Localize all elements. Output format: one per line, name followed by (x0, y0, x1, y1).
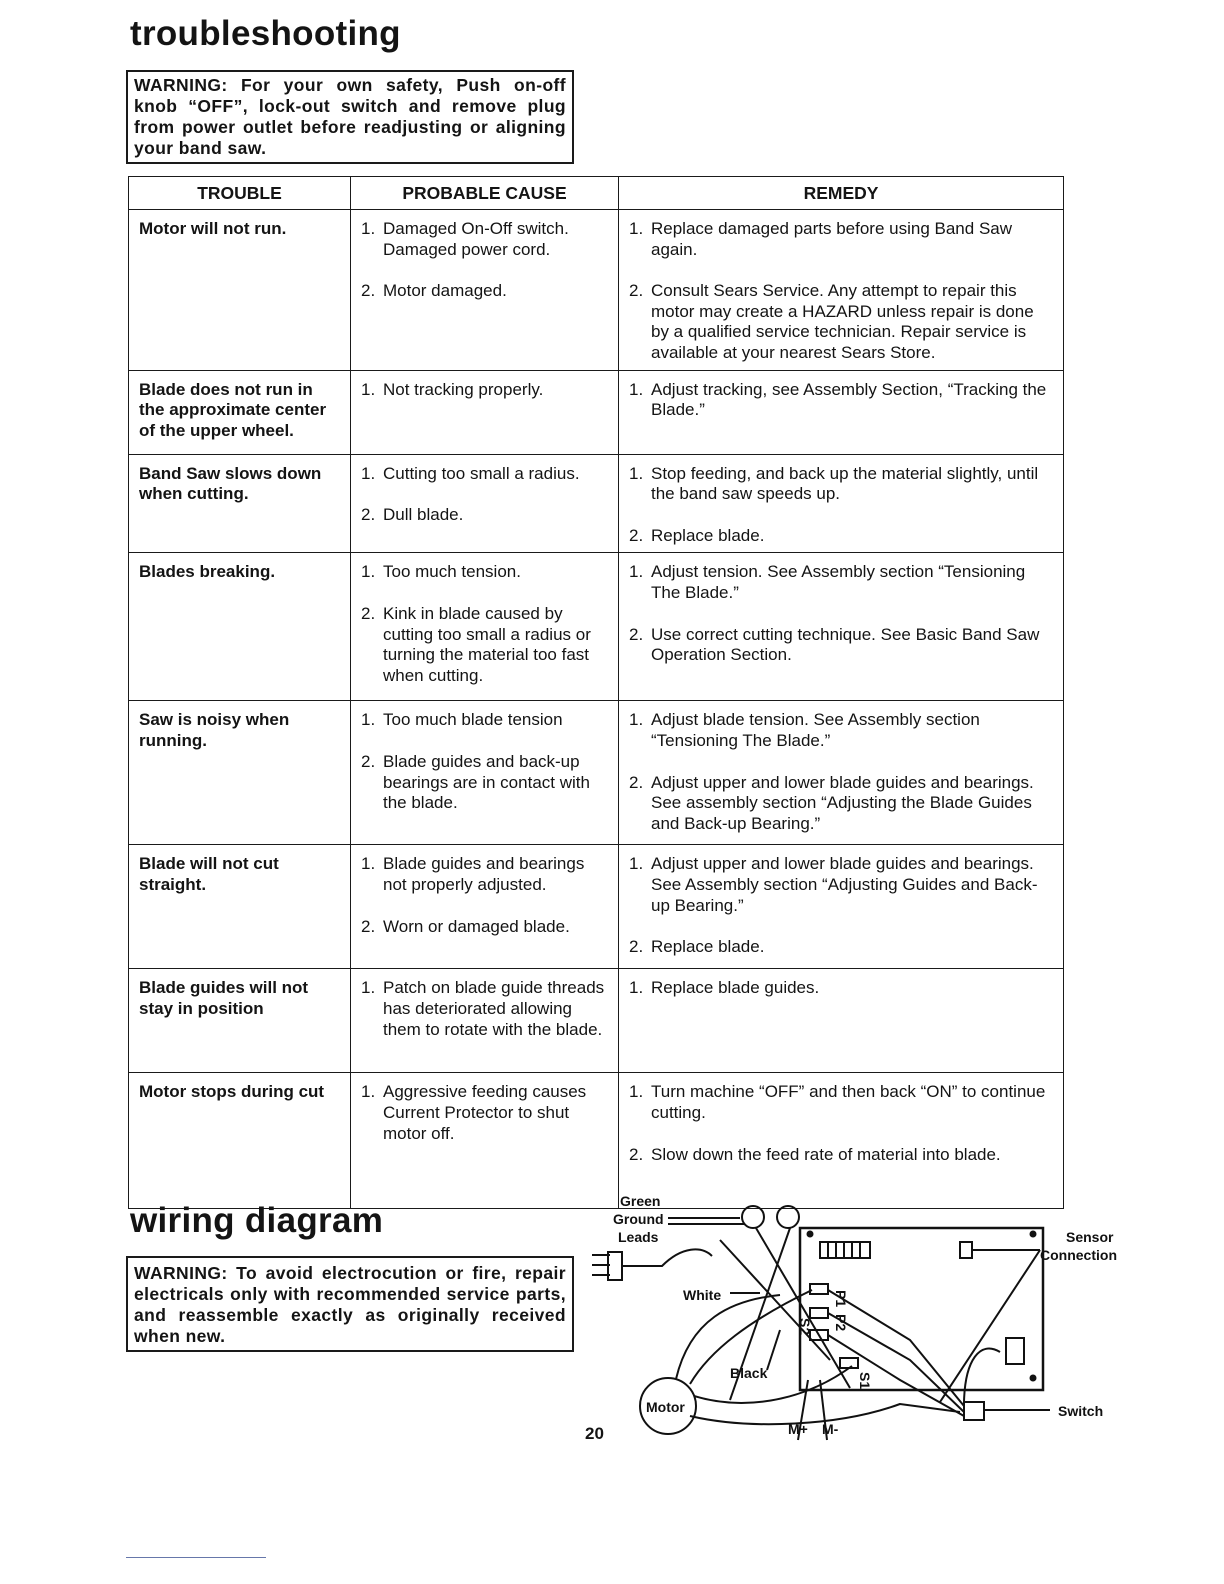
trouble-cell: Motor stops during cut (129, 1073, 351, 1209)
item-number: 1. (361, 710, 376, 730)
item-spacer (629, 505, 1055, 526)
item-text: Patch on blade guide threads has deteriorated allowing them to rotate with the blade. (383, 978, 605, 1039)
item-text: Damaged On-Off switch. Damaged power cord. (383, 219, 569, 259)
item-text: Too much tension. (383, 562, 521, 582)
table-row (129, 210, 1064, 371)
cause-item (361, 464, 610, 485)
remedy-cell (619, 845, 1064, 969)
label-s1: S1 (857, 1372, 873, 1390)
item-text: Aggressive feeding causes Current Protector to shut motor off. (383, 1082, 587, 1143)
cause-item (361, 604, 610, 686)
trouble-cell: Blades breaking. (129, 553, 351, 701)
trouble-cell: Blade will not cut straight. (129, 845, 351, 969)
item-text: Replace blade. (651, 525, 765, 545)
probable-cause-cell (351, 454, 619, 553)
table-row (129, 1073, 1064, 1209)
plug-icon (592, 1249, 712, 1280)
remedy-cell (619, 454, 1064, 553)
cause-item (361, 219, 610, 260)
item-text: Not tracking properly. (383, 379, 544, 399)
item-number: 1. (629, 463, 644, 483)
item-number: 2. (361, 603, 376, 623)
remedy-cell (619, 701, 1064, 845)
item-text: Use correct cutting technique. See Basic Band Saw Operation Section. (651, 624, 1040, 665)
item-number: 1. (629, 219, 644, 238)
sensor-connector (960, 1242, 972, 1258)
label-motor: Motor (646, 1399, 685, 1415)
item-text: Motor damaged. (383, 281, 507, 301)
probable-cause-cell (351, 210, 619, 371)
item-number: 1. (629, 379, 644, 399)
item-text: Adjust blade tension. See Assembly section “Tensioning The Blade.” (651, 710, 980, 750)
wiring-diagram-title: wiring diagram (130, 1201, 384, 1240)
label-p2: P2 (833, 1314, 849, 1332)
remedy-item (629, 464, 1055, 505)
remedy-cell (619, 1073, 1064, 1209)
remedy-cell (619, 210, 1064, 371)
item-text: Blade guides and back-up bearings are in contact with the blade. (383, 751, 590, 813)
troubleshooting-table (128, 176, 1064, 1209)
remedy-cell (619, 553, 1064, 701)
electrical-warning-box: WARNING: To avoid electrocution or fire, repair electricals only with recommended service parts, and reassemble exactly as originally received when new. (126, 1256, 574, 1352)
remedy-item (629, 1145, 1055, 1166)
table-row (129, 701, 1064, 845)
item-text: Too much blade tension (383, 710, 563, 730)
label-m-plus: M+ (788, 1421, 808, 1437)
remedy-item (629, 978, 1055, 999)
table-row (129, 845, 1064, 969)
item-number: 2. (629, 525, 644, 545)
item-number: 1. (629, 1082, 644, 1102)
label-sensor: Sensor (1066, 1229, 1114, 1245)
remedy-item (629, 219, 1055, 260)
item-text: Consult Sears Service. Any attempt to repair this motor may create a HAZARD unless repair is done by a qualified service technician. Repair service is available at your nearest Sears Store. (651, 281, 1034, 362)
trouble-cell: Blade does not run in the approximate center of the upper wheel. (129, 370, 351, 454)
cause-item (361, 978, 610, 1040)
item-text: Kink in blade caused by cutting too small a radius or turning the material too fast when cutting. (383, 603, 591, 685)
cause-item (361, 562, 610, 583)
item-number: 1. (361, 219, 376, 238)
item-text: Worn or damaged blade. (383, 916, 570, 936)
item-number: 1. (361, 379, 376, 399)
item-spacer (629, 604, 1055, 625)
cause-item (361, 380, 610, 401)
item-spacer (361, 260, 610, 281)
item-number: 1. (629, 562, 644, 582)
label-switch: Switch (1058, 1403, 1104, 1419)
item-text: Replace damaged parts before using Band Saw again. (651, 219, 1013, 259)
item-spacer (361, 583, 610, 604)
label-s2: S2 (797, 1318, 813, 1336)
label-connection: Connection (1040, 1247, 1117, 1263)
wiring-diagram (580, 1190, 1150, 1450)
item-number: 1. (361, 463, 376, 483)
remedy-item (629, 281, 1055, 363)
terminal-p2 (810, 1308, 828, 1318)
trouble-cell: Motor will not run. (129, 210, 351, 371)
table-body (129, 210, 1064, 1209)
table-row (129, 553, 1064, 701)
label-white: White (683, 1287, 722, 1303)
remedy-item (629, 1082, 1055, 1123)
remedy-item (629, 625, 1055, 666)
item-text: Turn machine “OFF” and then back “ON” to continue cutting. (651, 1082, 1046, 1122)
label-black: Black (730, 1365, 768, 1381)
troubleshooting-title: troubleshooting (130, 14, 401, 53)
item-number: 2. (629, 772, 644, 792)
header-remedy: REMEDY (619, 177, 1064, 210)
remedy-item (629, 562, 1055, 603)
probable-cause-cell (351, 1073, 619, 1209)
item-number: 1. (629, 854, 644, 874)
item-spacer (361, 731, 610, 752)
item-number: 2. (361, 916, 376, 936)
item-number: 1. (629, 978, 644, 998)
item-number: 2. (629, 281, 644, 301)
page-number: 20 (585, 1424, 604, 1443)
item-number: 2. (361, 281, 376, 301)
ground-ring-1 (742, 1206, 764, 1228)
cause-item (361, 710, 610, 731)
item-number: 1. (361, 1082, 376, 1102)
item-text: Replace blade. (651, 937, 765, 957)
item-text: Adjust tracking, see Assembly Section, “Tracking the Blade.” (651, 379, 1047, 420)
remedy-item (629, 526, 1055, 547)
item-number: 2. (629, 937, 644, 957)
item-number: 2. (629, 1144, 644, 1164)
scan-crop-mark (126, 1557, 266, 1558)
cause-item (361, 1082, 610, 1144)
header-probable-cause: PROBABLE CAUSE (351, 177, 619, 210)
item-number: 1. (629, 710, 644, 730)
remedy-item (629, 710, 1055, 751)
trouble-cell: Band Saw slows down when cutting. (129, 454, 351, 553)
label-ground: Ground (613, 1211, 664, 1227)
remedy-item (629, 380, 1055, 421)
remedy-item (629, 773, 1055, 835)
terminal-s1 (840, 1358, 858, 1368)
label-m-minus: M- (822, 1421, 839, 1437)
probable-cause-cell (351, 845, 619, 969)
item-spacer (361, 896, 610, 917)
item-number: 2. (629, 624, 644, 644)
item-text: Adjust upper and lower blade guides and bearings. See assembly section “Adjusting the Blade Guides and Back-up Bearing.” (651, 772, 1034, 833)
label-green: Green (620, 1193, 661, 1209)
remedy-cell (619, 969, 1064, 1073)
probable-cause-cell (351, 969, 619, 1073)
table-row (129, 370, 1064, 454)
remedy-item (629, 854, 1055, 916)
label-p1: P1 (833, 1290, 849, 1308)
table-row (129, 454, 1064, 553)
cause-item (361, 854, 610, 895)
cause-item (361, 505, 610, 526)
item-text: Adjust tension. See Assembly section “Tensioning The Blade.” (651, 562, 1026, 602)
item-text: Cutting too small a radius. (383, 463, 580, 483)
switch-body (964, 1402, 984, 1420)
item-spacer (361, 484, 610, 505)
remedy-cell (619, 370, 1064, 454)
terminal-p1 (810, 1284, 828, 1294)
item-number: 2. (361, 505, 376, 525)
trouble-cell: Blade guides will not stay in position (129, 969, 351, 1073)
item-text: Slow down the feed rate of material into blade. (651, 1144, 1001, 1164)
cause-item (361, 752, 610, 814)
table-header-row (129, 177, 1064, 210)
item-spacer (629, 916, 1055, 937)
board-right-connector (1006, 1338, 1024, 1364)
safety-warning-box: WARNING: For your own safety, Push on-off knob “OFF”, lock-out switch and remove plug from power outlet before readjusting or aligning your band saw. (126, 70, 574, 164)
cause-item (361, 917, 610, 938)
probable-cause-cell (351, 701, 619, 845)
item-spacer (629, 752, 1055, 773)
table-row (129, 969, 1064, 1073)
item-text: Replace blade guides. (651, 978, 820, 998)
item-number: 2. (361, 751, 376, 771)
item-number: 1. (361, 978, 376, 998)
item-text: Stop feeding, and back up the material slightly, until the band saw speeds up. (651, 463, 1039, 504)
cause-item (361, 281, 610, 302)
label-leads: Leads (618, 1229, 659, 1245)
header-trouble: TROUBLE (129, 177, 351, 210)
item-text: Blade guides and bearings not properly adjusted. (383, 854, 585, 894)
remedy-item (629, 937, 1055, 958)
item-text: Adjust upper and lower blade guides and bearings. See Assembly section “Adjusting Guides and Back-up Bearing.” (651, 854, 1038, 915)
item-number: 1. (361, 562, 376, 582)
item-text: Dull blade. (383, 505, 464, 525)
item-number: 1. (361, 854, 376, 874)
item-spacer (629, 260, 1055, 281)
probable-cause-cell (351, 553, 619, 701)
ground-ring-2 (777, 1206, 799, 1228)
probable-cause-cell (351, 370, 619, 454)
trouble-cell: Saw is noisy when running. (129, 701, 351, 845)
item-spacer (629, 1124, 1055, 1145)
